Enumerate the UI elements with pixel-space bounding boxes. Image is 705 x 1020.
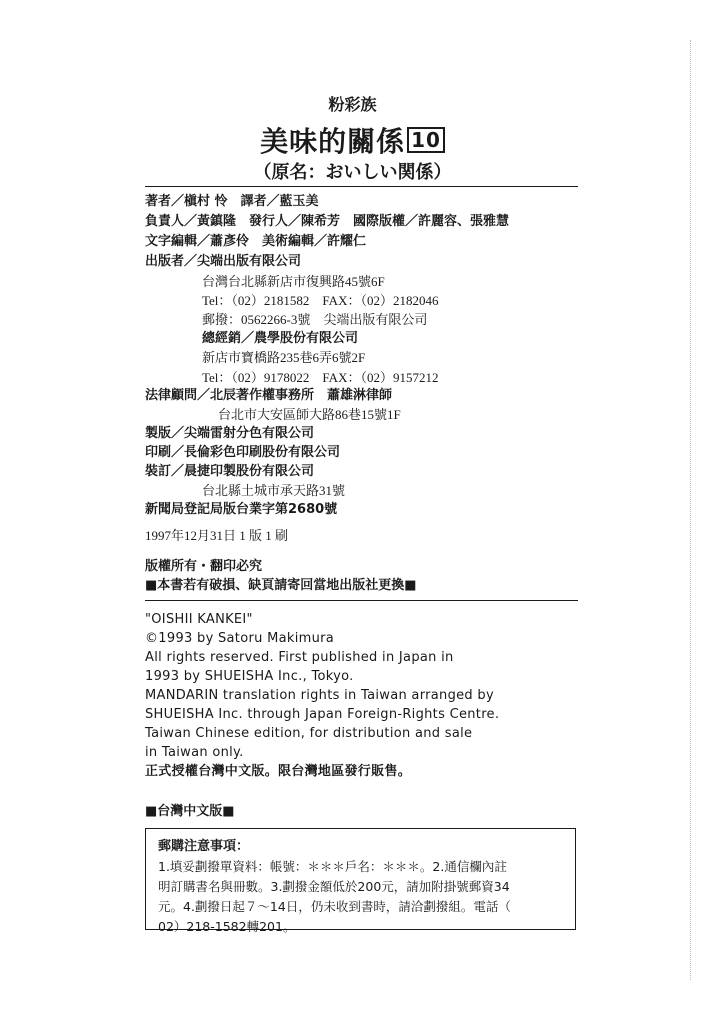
publisher-phone: Tel：（02）2181582 FAX：（02）2182046: [202, 293, 439, 308]
middle-divider: [145, 600, 578, 601]
print-date: 1997年12月31日 1 版 1 刷: [145, 528, 289, 543]
english-rights-line: 1993 by SHUEISHA Inc., Tokyo.: [145, 669, 354, 684]
english-rights-line: All rights reserved. First published in Japan in: [145, 650, 454, 665]
credit-printing: 印刷／長倫彩色印刷股份有限公司: [145, 445, 341, 460]
binding-address: 台北縣土城市承天路31號: [202, 483, 346, 498]
credit-legal: 法律顧問／北辰著作權事務所 蕭雄淋律師: [145, 388, 393, 403]
notice-line: 元。4.劃撥日起７～14日，仍未收到書時，請洽劃撥組。電話（: [158, 899, 511, 914]
credit-registration: 新聞局登記局版台業字第2680號: [145, 502, 338, 517]
credit-distributor: 總經銷／農學股份有限公司: [202, 331, 359, 346]
legal-address: 台北市大安區師大路86巷15號1F: [218, 407, 401, 422]
authorized-edition-note: 正式授權台灣中文版。限台灣地區發行販售。: [145, 764, 412, 779]
credit-publisher-people: 負責人／黃鎮隆 發行人／陳希芳 國際版權／許麗容、張雅慧: [145, 214, 510, 229]
credit-editors: 文字編輯／蕭彥伶 美術編輯／許耀仁: [145, 234, 367, 249]
book-title-text: 美味的關係: [260, 125, 406, 158]
damage-notice: ■本書若有破損、缺頁請寄回當地出版社更換■: [145, 578, 417, 593]
book-title: [0, 120, 705, 160]
credit-publisher: 出版者／尖端出版有限公司: [145, 254, 302, 269]
credit-author-translator: 著者／槇村 怜 譯者／藍玉美: [145, 194, 319, 209]
original-title: （原名：おいしい関係）: [253, 162, 452, 183]
notice-line: 02）218-1582轉201。: [158, 919, 296, 934]
english-rights-line: Taiwan Chinese edition, for distribution and sale: [145, 726, 473, 741]
publisher-address: 台灣台北縣新店市復興路45號6F: [202, 274, 385, 289]
volume-number: 10: [407, 127, 445, 153]
english-rights-line: in Taiwan only.: [145, 745, 244, 760]
publisher-postal-account: 郵撥：0562266-3號 尖端出版有限公司: [202, 312, 428, 327]
rights-reserved: 版權所有・翻印必究: [145, 559, 263, 574]
series-name: 粉彩族: [328, 95, 377, 114]
notice-title: 郵購注意事項：: [158, 839, 250, 854]
english-rights-line: SHUEISHA Inc. through Japan Foreign-Rights Centre.: [145, 707, 500, 722]
page-edge-line: [690, 40, 691, 980]
mail-order-notice-box: [145, 828, 576, 934]
credit-binding: 裝訂／晨捷印製股份有限公司: [145, 464, 315, 479]
credit-plate-making: 製版／尖端雷射分色有限公司: [145, 426, 315, 441]
copyright-line: ©1993 by Satoru Makimura: [145, 631, 335, 646]
distributor-phone: Tel：（02）9178022 FAX：（02）9157212: [202, 370, 439, 385]
distributor-address: 新店市寶橋路235巷6弄6號2F: [202, 350, 366, 365]
english-title: "OISHII KANKEI": [145, 612, 253, 627]
edition-label: ■台灣中文版■: [145, 804, 235, 819]
notice-line: 1.填妥劃撥單資料：帳號：＊＊＊戶名：＊＊＊。2.通信欄內註: [158, 859, 507, 874]
top-divider: [145, 186, 578, 187]
english-rights-line: MANDARIN translation rights in Taiwan arranged by: [145, 688, 494, 703]
notice-line: 明訂購書名與冊數。3.劃撥金額低於200元，請加附掛號郵資34: [158, 879, 510, 894]
